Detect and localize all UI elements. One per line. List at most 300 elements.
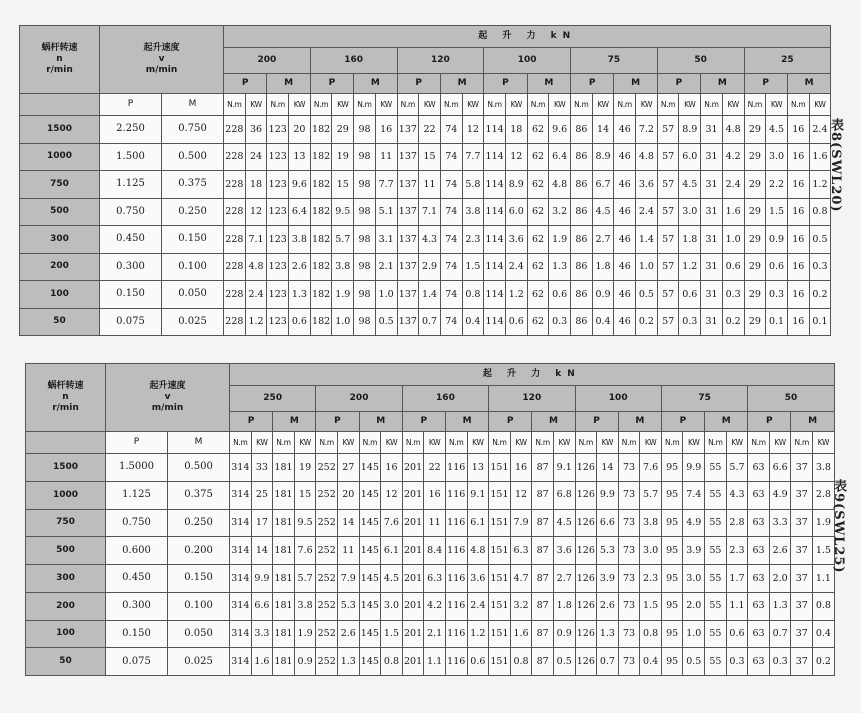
data-cell: 252 [316, 509, 338, 537]
unit-kw: KW [510, 432, 532, 454]
table-row [20, 226, 831, 254]
data-cell: 228 [224, 281, 246, 309]
m-header: M [267, 74, 310, 94]
data-cell: 7.6 [640, 454, 662, 482]
table-row [26, 648, 835, 676]
data-cell: 0.6 [679, 281, 701, 309]
blank-cell [26, 432, 106, 454]
data-cell: 0.6 [726, 620, 748, 648]
data-cell: 12 [505, 143, 527, 171]
p-speed-value: 0.450 [106, 565, 168, 593]
data-cell: 87 [532, 454, 554, 482]
data-cell: 12 [462, 116, 484, 144]
m-speed-value: 0.025 [168, 648, 230, 676]
data-cell: 98 [354, 226, 376, 254]
table-row [20, 143, 831, 171]
data-cell: 1.9 [332, 281, 354, 309]
unit-nm: N.m [705, 432, 727, 454]
data-cell: 62 [527, 198, 549, 226]
m-speed-value: 0.200 [168, 537, 230, 565]
data-cell: 9.1 [553, 454, 575, 482]
data-cell: 2.6 [289, 253, 311, 281]
worm-speed-value: 100 [20, 281, 100, 309]
load-header: 50 [657, 48, 744, 74]
data-cell: 63 [748, 454, 770, 482]
unit-kw: KW [766, 94, 788, 116]
unit-nm: N.m [316, 432, 338, 454]
unit-kw: KW [337, 432, 359, 454]
data-cell: 314 [230, 620, 252, 648]
data-cell: 0.5 [683, 648, 705, 676]
table-swl25 [25, 363, 835, 676]
unit-nm: N.m [701, 94, 723, 116]
worm-speed-value: 50 [26, 648, 106, 676]
p-speed-value: 0.300 [106, 592, 168, 620]
m-speed-value: 0.500 [162, 143, 224, 171]
data-cell: 2.4 [245, 281, 267, 309]
m-speed-value: 0.100 [162, 253, 224, 281]
data-cell: 1.1 [424, 648, 446, 676]
unit-kw: KW [294, 432, 316, 454]
unit-kw: KW [553, 432, 575, 454]
worm-speed-value: 100 [26, 620, 106, 648]
data-cell: 0.8 [813, 592, 835, 620]
load-header: 50 [748, 386, 834, 412]
data-cell: 123 [267, 253, 289, 281]
data-cell: 16 [787, 281, 809, 309]
data-cell: 27 [337, 454, 359, 482]
data-cell: 7.1 [419, 198, 441, 226]
header-worm-speed-l1: 蜗杆转速 [41, 43, 78, 53]
data-cell: 252 [316, 565, 338, 593]
data-cell: 12 [245, 198, 267, 226]
unit-nm: N.m [748, 432, 770, 454]
data-cell: 137 [397, 116, 419, 144]
data-cell: 145 [359, 592, 381, 620]
p-header: P [310, 74, 353, 94]
data-cell: 98 [354, 281, 376, 309]
data-cell: 1.4 [419, 281, 441, 309]
data-cell: 16 [787, 143, 809, 171]
p-speed-value: 1.5000 [106, 454, 168, 482]
data-cell: 63 [748, 509, 770, 537]
header-worm-speed [20, 26, 100, 94]
unit-kw: KW [375, 94, 397, 116]
data-cell: 0.3 [769, 648, 791, 676]
data-cell: 116 [445, 565, 467, 593]
unit-kw: KW [549, 94, 571, 116]
data-cell: 9.6 [289, 171, 311, 199]
data-cell: 1.2 [679, 253, 701, 281]
header-worm-speed-l1: 蜗杆转速 [47, 381, 84, 391]
data-cell: 16 [375, 116, 397, 144]
data-cell: 5.7 [332, 226, 354, 254]
data-cell: 63 [748, 537, 770, 565]
data-cell: 1.0 [375, 281, 397, 309]
data-cell: 3.2 [549, 198, 571, 226]
table-caption-swl20: 表8(SWL20) [828, 118, 843, 213]
unit-kw: KW [683, 432, 705, 454]
data-cell: 0.7 [597, 648, 619, 676]
data-cell: 29 [744, 308, 766, 336]
data-cell: 1.3 [289, 281, 311, 309]
data-cell: 3.8 [294, 592, 316, 620]
data-cell: 123 [267, 143, 289, 171]
data-cell: 2.6 [337, 620, 359, 648]
data-cell: 1.2 [467, 620, 489, 648]
unit-kw: KW [769, 432, 791, 454]
data-cell: 181 [273, 620, 295, 648]
data-cell: 6.1 [467, 509, 489, 537]
data-cell: 46 [614, 198, 636, 226]
data-cell: 11 [424, 509, 446, 537]
data-cell: 31 [701, 171, 723, 199]
data-cell: 29 [744, 253, 766, 281]
data-cell: 31 [701, 308, 723, 336]
data-cell: 1.0 [722, 226, 744, 254]
data-cell: 31 [701, 198, 723, 226]
header-worm-speed [26, 364, 106, 432]
data-cell: 0.3 [809, 253, 831, 281]
data-cell: 62 [527, 253, 549, 281]
worm-speed-value: 300 [20, 226, 100, 254]
header-lift-speed [100, 26, 224, 94]
data-cell: 116 [445, 481, 467, 509]
data-cell: 63 [748, 592, 770, 620]
load-header: 100 [484, 48, 571, 74]
header-worm-speed-l3: r/min [46, 65, 73, 75]
data-cell: 6.3 [424, 565, 446, 593]
data-cell: 3.0 [683, 565, 705, 593]
data-cell: 6.4 [289, 198, 311, 226]
p-speed-value: 0.075 [100, 308, 162, 336]
data-cell: 201 [402, 454, 424, 482]
data-cell: 3.0 [381, 592, 403, 620]
unit-nm: N.m [489, 432, 511, 454]
data-cell: 6.6 [597, 509, 619, 537]
data-cell: 74 [440, 226, 462, 254]
data-cell: 95 [661, 509, 683, 537]
p-speed-header: P [106, 432, 168, 454]
data-cell: 2.2 [766, 171, 788, 199]
data-cell: 181 [273, 537, 295, 565]
data-cell: 0.9 [553, 620, 575, 648]
data-cell: 20 [289, 116, 311, 144]
data-cell: 4.8 [722, 116, 744, 144]
data-cell: 5.3 [597, 537, 619, 565]
data-cell: 55 [705, 537, 727, 565]
data-cell: 5.1 [375, 198, 397, 226]
data-cell: 86 [571, 226, 593, 254]
data-cell: 95 [661, 648, 683, 676]
data-cell: 98 [354, 116, 376, 144]
data-cell: 252 [316, 620, 338, 648]
m-header: M [701, 74, 744, 94]
m-speed-value: 0.750 [162, 116, 224, 144]
data-cell: 1.8 [553, 592, 575, 620]
data-cell: 73 [618, 454, 640, 482]
data-cell: 98 [354, 143, 376, 171]
table-row [26, 481, 835, 509]
header-lift-speed-l3: m/min [145, 65, 178, 75]
data-cell: 0.9 [294, 648, 316, 676]
data-cell: 46 [614, 171, 636, 199]
data-cell: 16 [424, 481, 446, 509]
data-cell: 6.0 [505, 198, 527, 226]
data-cell: 7.7 [462, 143, 484, 171]
data-cell: 116 [445, 620, 467, 648]
data-cell: 63 [748, 565, 770, 593]
data-cell: 182 [310, 143, 332, 171]
data-cell: 3.0 [766, 143, 788, 171]
unit-kw: KW [597, 432, 619, 454]
unit-nm: N.m [354, 94, 376, 116]
data-cell: 19 [332, 143, 354, 171]
data-cell: 126 [575, 454, 597, 482]
data-cell: 13 [467, 454, 489, 482]
data-cell: 314 [230, 537, 252, 565]
data-cell: 87 [532, 509, 554, 537]
data-cell: 7.7 [375, 171, 397, 199]
data-cell: 16 [787, 253, 809, 281]
unit-nm: N.m [661, 432, 683, 454]
data-cell: 228 [224, 171, 246, 199]
p-speed-value: 2.250 [100, 116, 162, 144]
data-cell: 137 [397, 253, 419, 281]
p-header: P [224, 74, 267, 94]
data-cell: 116 [445, 592, 467, 620]
data-cell: 252 [316, 481, 338, 509]
data-cell: 1.1 [813, 565, 835, 593]
data-cell: 74 [440, 253, 462, 281]
data-cell: 7.6 [381, 509, 403, 537]
data-cell: 29 [332, 116, 354, 144]
data-cell: 145 [359, 537, 381, 565]
data-cell: 5.8 [462, 171, 484, 199]
unit-nm: N.m [224, 94, 246, 116]
p-speed-value: 1.125 [106, 481, 168, 509]
m-header: M [359, 412, 402, 432]
header-worm-speed-l3: r/min [52, 403, 79, 413]
data-cell: 62 [527, 143, 549, 171]
data-cell: 74 [440, 308, 462, 336]
data-cell: 7.4 [683, 481, 705, 509]
data-cell: 228 [224, 116, 246, 144]
data-cell: 15 [294, 481, 316, 509]
data-cell: 63 [748, 620, 770, 648]
data-cell: 1.6 [722, 198, 744, 226]
data-cell: 7.9 [510, 509, 532, 537]
p-speed-value: 1.500 [100, 143, 162, 171]
data-cell: 145 [359, 648, 381, 676]
unit-nm: N.m [273, 432, 295, 454]
data-cell: 114 [484, 253, 506, 281]
data-cell: 0.3 [726, 648, 748, 676]
data-cell: 31 [701, 116, 723, 144]
data-cell: 7.9 [337, 565, 359, 593]
table-row [20, 281, 831, 309]
header-lift-speed-l1: 起升速度 [149, 381, 186, 391]
data-cell: 0.7 [419, 308, 441, 336]
data-cell: 0.3 [679, 308, 701, 336]
data-cell: 0.6 [467, 648, 489, 676]
data-cell: 31 [701, 143, 723, 171]
data-cell: 4.5 [592, 198, 614, 226]
unit-nm: N.m [744, 94, 766, 116]
data-cell: 114 [484, 171, 506, 199]
data-cell: 2.4 [505, 253, 527, 281]
data-cell: 145 [359, 481, 381, 509]
table-caption-swl25: 表9(SWL25) [831, 479, 846, 574]
data-cell: 14 [251, 537, 273, 565]
data-cell: 252 [316, 454, 338, 482]
worm-speed-value: 300 [26, 565, 106, 593]
m-header: M [440, 74, 483, 94]
unit-nm: N.m [575, 432, 597, 454]
data-cell: 1.5 [813, 537, 835, 565]
data-cell: 16 [787, 308, 809, 336]
data-cell: 1.4 [636, 226, 658, 254]
data-cell: 37 [791, 537, 813, 565]
data-cell: 145 [359, 454, 381, 482]
table-row [20, 198, 831, 226]
data-cell: 22 [424, 454, 446, 482]
data-cell: 2.0 [683, 592, 705, 620]
data-cell: 57 [657, 226, 679, 254]
data-cell: 87 [532, 648, 554, 676]
data-cell: 116 [445, 454, 467, 482]
data-cell: 14 [337, 509, 359, 537]
data-cell: 123 [267, 198, 289, 226]
data-cell: 0.6 [505, 308, 527, 336]
data-cell: 57 [657, 281, 679, 309]
header-worm-speed-l2: n [56, 54, 63, 64]
data-cell: 201 [402, 565, 424, 593]
data-cell: 37 [791, 509, 813, 537]
table-row [20, 253, 831, 281]
data-cell: 55 [705, 592, 727, 620]
m-header: M [527, 74, 570, 94]
data-cell: 8.9 [505, 171, 527, 199]
data-cell: 16 [787, 116, 809, 144]
table-row [20, 171, 831, 199]
data-cell: 87 [532, 620, 554, 648]
data-cell: 1.2 [245, 308, 267, 336]
data-cell: 123 [267, 226, 289, 254]
unit-kw: KW [726, 432, 748, 454]
p-header: P [402, 412, 445, 432]
data-cell: 228 [224, 198, 246, 226]
data-cell: 2.3 [462, 226, 484, 254]
data-cell: 57 [657, 308, 679, 336]
data-cell: 8.9 [592, 143, 614, 171]
data-cell: 46 [614, 281, 636, 309]
data-cell: 1.2 [809, 171, 831, 199]
data-cell: 24 [245, 143, 267, 171]
data-cell: 11 [337, 537, 359, 565]
data-cell: 63 [748, 481, 770, 509]
p-header: P [571, 74, 614, 94]
data-cell: 18 [505, 116, 527, 144]
data-cell: 126 [575, 592, 597, 620]
data-cell: 1.1 [726, 592, 748, 620]
unit-kw: KW [332, 94, 354, 116]
data-cell: 29 [744, 198, 766, 226]
load-header: 75 [571, 48, 658, 74]
header-lift-speed [106, 364, 230, 432]
data-cell: 5.7 [726, 454, 748, 482]
data-cell: 74 [440, 143, 462, 171]
data-cell: 114 [484, 226, 506, 254]
data-cell: 1.5 [381, 620, 403, 648]
unit-kw: KW [813, 432, 835, 454]
data-cell: 126 [575, 537, 597, 565]
load-header: 250 [230, 386, 316, 412]
p-speed-header: P [100, 94, 162, 116]
data-cell: 11 [375, 143, 397, 171]
data-cell: 1.8 [592, 253, 614, 281]
data-cell: 0.3 [722, 281, 744, 309]
worm-speed-value: 500 [20, 198, 100, 226]
data-cell: 5.7 [294, 565, 316, 593]
data-cell: 4.8 [636, 143, 658, 171]
data-cell: 2.4 [467, 592, 489, 620]
data-cell: 62 [527, 171, 549, 199]
data-cell: 31 [701, 226, 723, 254]
table-swl20 [19, 25, 831, 336]
worm-speed-value: 1500 [26, 454, 106, 482]
unit-kw: KW [245, 94, 267, 116]
p-speed-value: 0.075 [106, 648, 168, 676]
data-cell: 95 [661, 620, 683, 648]
data-cell: 201 [402, 537, 424, 565]
unit-kw: KW [505, 94, 527, 116]
m-header: M [705, 412, 748, 432]
data-cell: 86 [571, 281, 593, 309]
data-cell: 0.6 [549, 281, 571, 309]
data-cell: 182 [310, 171, 332, 199]
data-cell: 3.6 [553, 537, 575, 565]
p-speed-value: 0.750 [106, 509, 168, 537]
p-header: P [657, 74, 700, 94]
data-cell: 87 [532, 565, 554, 593]
header-lift-speed-l2: v [164, 392, 171, 402]
data-cell: 1.5 [640, 592, 662, 620]
data-cell: 37 [791, 592, 813, 620]
unit-nm: N.m [445, 432, 467, 454]
data-cell: 182 [310, 198, 332, 226]
unit-kw: KW [640, 432, 662, 454]
data-cell: 95 [661, 592, 683, 620]
data-cell: 6.6 [251, 592, 273, 620]
data-cell: 29 [744, 226, 766, 254]
data-cell: 123 [267, 281, 289, 309]
unit-kw: KW [809, 94, 831, 116]
data-cell: 9.9 [597, 481, 619, 509]
data-cell: 74 [440, 198, 462, 226]
table-row [26, 565, 835, 593]
data-cell: 31 [701, 281, 723, 309]
m-header: M [445, 412, 488, 432]
data-cell: 57 [657, 171, 679, 199]
table-row [20, 116, 831, 144]
data-cell: 57 [657, 253, 679, 281]
unit-nm: N.m [657, 94, 679, 116]
data-cell: 1.8 [679, 226, 701, 254]
load-header: 160 [402, 386, 488, 412]
data-cell: 4.5 [679, 171, 701, 199]
data-cell: 37 [791, 454, 813, 482]
